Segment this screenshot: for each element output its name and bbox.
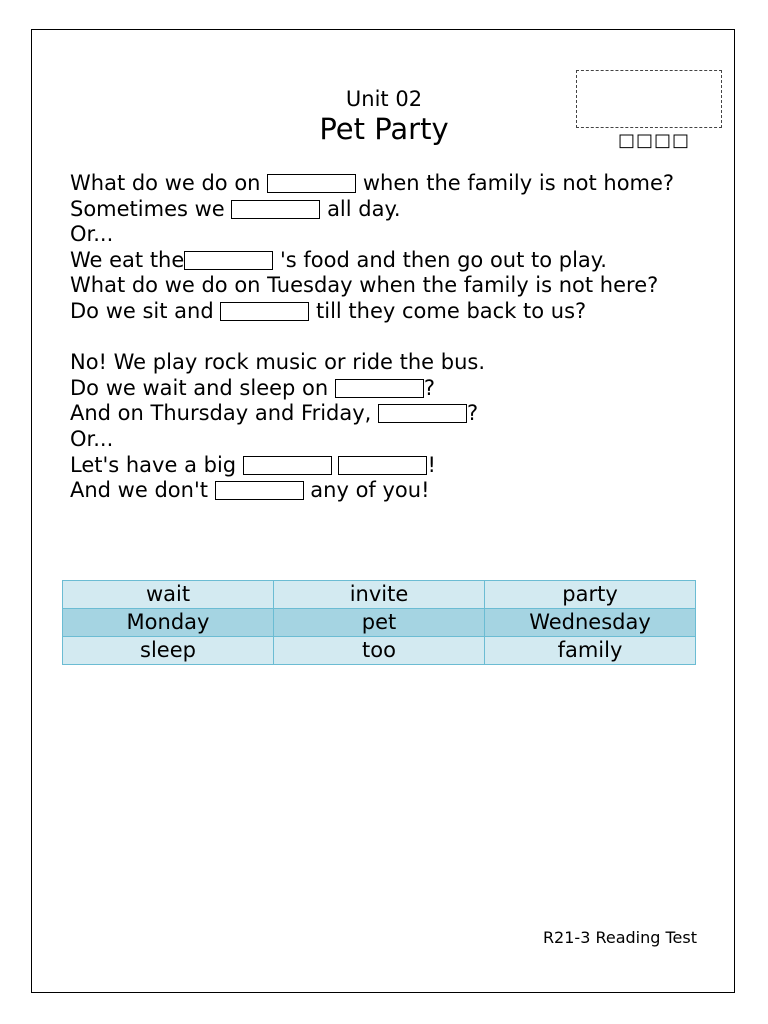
passage-line-9	[70, 401, 710, 427]
word-bank-cell: party	[485, 581, 696, 609]
passage-line-7: No! We play rock music or ride the bus.	[70, 350, 486, 375]
word-bank-cell: family	[485, 637, 696, 665]
word-bank-row	[63, 581, 696, 609]
text: when the family is not home?	[356, 171, 675, 195]
passage-line-4	[70, 248, 710, 274]
blank-9[interactable]	[215, 481, 304, 500]
text: all day.	[320, 196, 401, 221]
text: Do we sit and	[70, 298, 221, 323]
stanza-gap	[70, 325, 710, 351]
text: Sometimes we	[70, 196, 232, 221]
text: We eat the	[70, 247, 185, 272]
word-bank-cell: pet	[274, 609, 485, 637]
text: 's food and then go out to play.	[273, 247, 607, 272]
blank-2[interactable]	[231, 200, 320, 219]
blank-5[interactable]	[335, 379, 424, 398]
passage-line-3: Or...	[70, 222, 114, 247]
unit-number: Unit 02	[345, 87, 423, 111]
passage-line-12	[70, 478, 710, 504]
page-title: Pet Party	[319, 112, 449, 146]
text: ?	[467, 401, 479, 426]
blank-3[interactable]	[184, 251, 273, 270]
passage-line-1	[70, 171, 710, 197]
footer-test-id: R21-3 Reading Test	[542, 928, 697, 947]
passage-line-11	[70, 453, 710, 479]
text: And we don't	[70, 478, 215, 503]
text: ?	[423, 375, 436, 400]
passage-line-6	[70, 299, 710, 325]
blank-8[interactable]	[338, 456, 427, 475]
passage	[70, 171, 710, 504]
word-bank-table	[62, 580, 696, 665]
word-bank-cell: Wednesday	[485, 609, 696, 637]
title-block	[0, 86, 768, 146]
blank-4[interactable]	[220, 302, 309, 321]
word-bank-cell: Monday	[63, 609, 274, 637]
word-bank-row	[63, 637, 696, 665]
score-label: □□□□	[617, 130, 691, 151]
blank-1[interactable]	[267, 174, 356, 193]
text: What do we do on	[70, 171, 268, 195]
word-bank-cell: wait	[63, 581, 274, 609]
blank-7[interactable]	[243, 456, 332, 475]
text: till they come back to us?	[309, 298, 587, 323]
passage-line-2	[70, 197, 710, 223]
passage-line-8	[70, 376, 710, 402]
word-bank-cell: sleep	[63, 637, 274, 665]
passage-line-10: Or...	[70, 426, 114, 451]
text: Let's have a big	[70, 452, 243, 477]
text: Do we wait and sleep on	[70, 375, 335, 400]
word-bank-row	[63, 609, 696, 637]
text: And on Thursday and Friday,	[70, 401, 379, 426]
text: !	[427, 452, 436, 477]
text: any of you!	[303, 478, 430, 503]
blank-6[interactable]	[378, 404, 467, 423]
word-bank-cell: too	[274, 637, 485, 665]
passage-line-5: What do we do on Tuesday when the family is not here?	[70, 273, 659, 298]
word-bank-cell: invite	[274, 581, 485, 609]
